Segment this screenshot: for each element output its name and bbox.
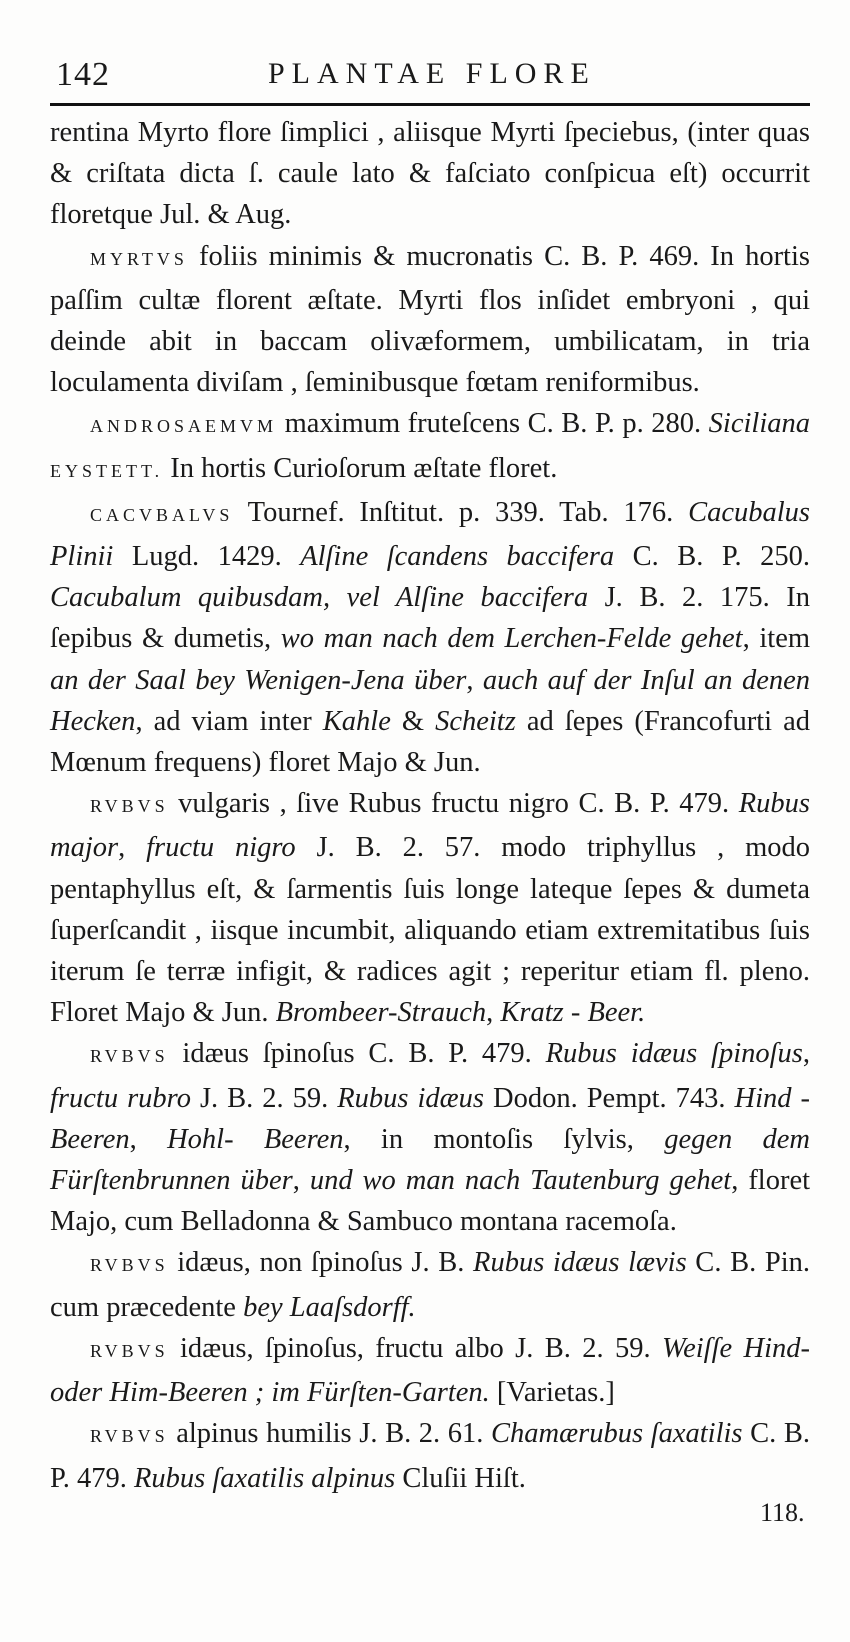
italic-text: auch auf der Inſul an denen Hecken <box>50 664 811 737</box>
italic-text: fructu rubro <box>50 1082 191 1114</box>
text-segment: , <box>486 997 501 1029</box>
body-text <box>50 112 810 1499</box>
running-head: PLANTAE FLORE <box>268 57 596 90</box>
text-segment: , <box>129 1123 168 1155</box>
entry-heading: CACVBALVS <box>90 504 234 525</box>
text-segment: J. B. 2. 175. In ſepibus & dumetis, <box>50 582 810 655</box>
italic-text: Cacubalum quibusdam, vel Alſine baccifera <box>50 582 589 614</box>
text-segment: , <box>118 832 147 864</box>
italic-text: Rubus idæus lævis <box>473 1247 687 1279</box>
entry-heading: RVBVS <box>90 1046 169 1067</box>
paragraph <box>50 403 810 491</box>
entry-heading: RVBVS <box>90 1255 169 1276</box>
paragraph <box>50 236 810 404</box>
page-number: 142 <box>56 56 110 93</box>
text-segment: J. B. 2. 59. <box>190 1082 338 1114</box>
text-segment: , item <box>742 623 811 655</box>
text-segment: ad ſepes (Francofurti ad Mœnum frequens) floret Majo & Jun. <box>50 705 810 779</box>
text-segment: , in montoſis ſylvis, <box>343 1123 665 1155</box>
italic-text: Siciliana <box>708 408 810 440</box>
text-segment: alpinus humilis J. B. 2. 61. <box>168 1418 492 1450</box>
italic-text: bey Laaſsdorff. <box>243 1291 416 1323</box>
italic-text: Hohl- Beeren <box>167 1123 344 1155</box>
text-segment: foliis minimis & mucronatis C. B. P. 469. In hortis paſſim cultæ florent æſtate. Myrti flos inſidet embryoni , qui deinde abit in baccam olivæformem, umbilicatam, in tria loculamenta diviſam , ſeminibusque fœtam reniformibus. <box>50 240 810 399</box>
text-segment: [Varietas.] <box>489 1377 615 1409</box>
entry-heading: EYSTETT. <box>50 460 164 481</box>
italic-text: Chamærubus ſaxatilis <box>491 1418 743 1450</box>
text-segment: idæus, non ſpinoſus J. B. <box>168 1247 474 1279</box>
text-segment: vulgaris , ſive Rubus fructu nigro C. B. P. 479. <box>168 788 739 820</box>
italic-text: Alſine ſcandens baccifera <box>300 541 615 573</box>
header-rule <box>50 103 810 106</box>
italic-text: Hind - Beeren <box>50 1082 810 1155</box>
text-segment: , floret Majo, cum Belladonna & Sambuco montana racemoſa. <box>50 1165 811 1238</box>
entry-heading: RVBVS <box>90 796 169 817</box>
entry-heading: ANDROSAEMVM <box>90 416 278 437</box>
paragraph <box>50 492 810 783</box>
text-segment: idæus ſpinoſus C. B. P. 479. <box>168 1038 546 1070</box>
text-segment: Lugd. 1429. <box>113 541 301 573</box>
text-segment: C. B. P. 250. <box>614 541 810 573</box>
italic-text: und wo man nach Tautenburg gehet <box>309 1165 732 1197</box>
italic-text: Weiſſe Hind-oder Him-Beeren ; im Fürſten-Garten. <box>50 1332 810 1409</box>
text-segment: In hortis Curioſorum æſtate floret. <box>163 452 558 484</box>
paragraph <box>50 1242 810 1327</box>
italic-text: Brombeer-Strauch <box>275 997 487 1029</box>
italic-text: Kratz - Beer. <box>500 997 646 1029</box>
italic-text: fructu nigro <box>146 832 296 864</box>
page-header <box>50 50 810 100</box>
italic-text: Cacubalus Plinii <box>50 496 810 573</box>
italic-text: gegen dem Fürſtenbrunnen über <box>50 1123 811 1197</box>
text-segment: rentina Myrto flore ſimplici , aliisque Myrti ſpeciebus, (inter quas & criſtata dicta ſ. caule lato & faſciato conſpicua eſt) occurrit floretque Jul. & Aug. <box>50 117 810 231</box>
text-segment: maximum fruteſcens C. B. P. p. 280. <box>277 408 709 440</box>
text-segment: J. B. 2. 57. modo triphyllus , modo pentaphyllus eſt, & ſarmentis ſuis longe lateque ſepes & dumeta ſuperſcandit , iisque incumbit, aliquando etiam extremitatibus ſuis iterum ſe terræ infigit, & radices agit ; reperitur etiam fl. pleno. Floret Majo & Jun. <box>50 832 810 1029</box>
entry-heading: MYRTVS <box>90 248 188 269</box>
italic-text: an der Saal bey Wenigen-Jena über <box>50 664 467 696</box>
paragraph <box>50 1328 810 1413</box>
text-segment: idæus, ſpinoſus, fructu albo J. B. 2. 59. <box>168 1332 662 1364</box>
text-segment: , <box>292 1165 310 1197</box>
entry-heading: RVBVS <box>90 1426 169 1447</box>
italic-text: Rubus ſaxatilis alpinus <box>133 1462 396 1494</box>
paragraph <box>50 1413 810 1498</box>
text-segment: C. B. P. 479. <box>50 1418 810 1494</box>
text-segment: , ad viam inter <box>135 705 323 737</box>
paragraph <box>50 112 810 236</box>
paragraph <box>50 783 810 1033</box>
text-segment: & <box>390 705 436 737</box>
italic-text: Rubus idæus <box>337 1082 485 1114</box>
italic-text: Scheitz <box>435 705 516 737</box>
italic-text: wo man nach dem Lerchen-Felde gehet <box>280 623 743 655</box>
catchword: 118. <box>760 1498 805 1527</box>
italic-text: Rubus idæus ſpinoſus <box>545 1038 803 1070</box>
text-segment: , <box>802 1038 810 1070</box>
italic-text: Kahle <box>322 705 391 737</box>
text-segment: Cluſii Hiſt. <box>395 1462 526 1494</box>
italic-text: Rubus major <box>50 788 810 864</box>
entry-heading: RVBVS <box>90 1340 169 1361</box>
paragraph <box>50 1033 810 1242</box>
text-segment: Dodon. Pempt. 743. <box>484 1082 735 1114</box>
text-segment: C. B. Pin. cum præcedente <box>50 1247 811 1323</box>
text-segment: Tournef. Inſtitut. p. 339. Tab. 176. <box>233 496 689 528</box>
text-segment: , <box>466 664 483 696</box>
